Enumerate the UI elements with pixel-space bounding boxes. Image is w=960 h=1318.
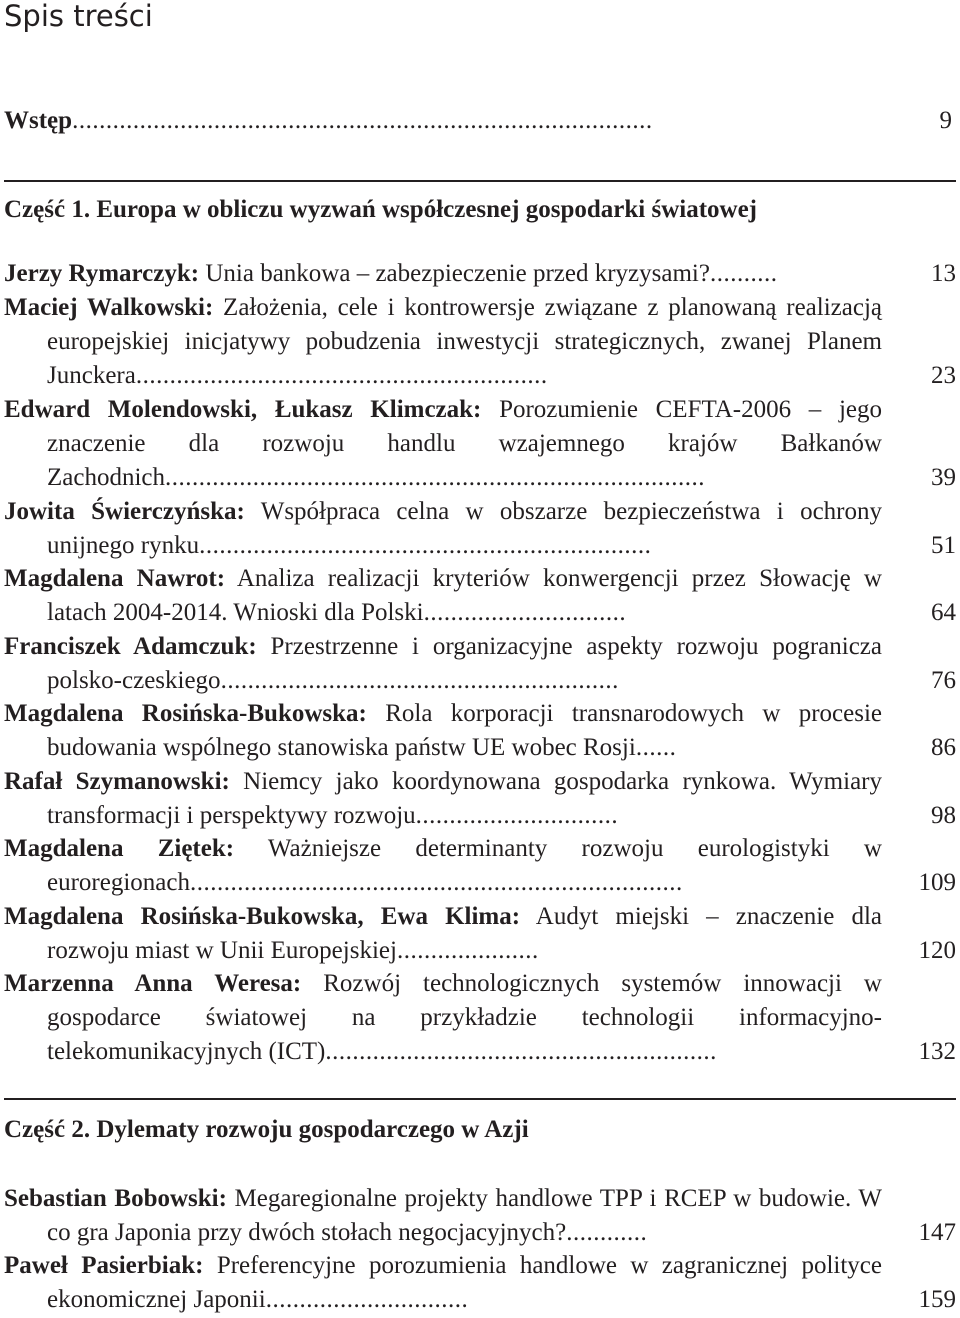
entry-title: Założenia, cele i kontrowersje związane z planowaną realizacją europejskiej inicjatywy pobudzenia inwestycji strategicznych, zwanej Planem Junckera: [47, 294, 882, 389]
leader-dots: ..............................: [415, 801, 619, 829]
entry-author: Paweł Pasierbiak:: [4, 1252, 204, 1279]
leader-dots: ..............................: [423, 598, 627, 626]
toc-entry[interactable]: [4, 630, 956, 698]
entry-author: Rafał Szymanowski:: [4, 768, 230, 795]
entry-title: Porozumienie CEFTA-2006 – jego znaczenie dla rozwoju handlu wzajemnego krajów Bałkanów Zachodnich: [47, 396, 882, 491]
toc-entry[interactable]: [4, 832, 956, 900]
part-title: Część 1. Europa w obliczu wyzwań współczesnej gospodarki światowej: [4, 196, 757, 223]
entry-author: Jerzy Rymarczyk:: [4, 260, 200, 287]
toc-entry[interactable]: [4, 1249, 956, 1317]
toc-entry[interactable]: [4, 900, 956, 968]
entry-author: Sebastian Bobowski:: [4, 1185, 227, 1212]
entry-title: Niemcy jako koordynowana gospodarka rynkowa. Wymiary transformacji i perspektywy rozwoju: [47, 768, 882, 829]
page-number: 13: [931, 260, 956, 287]
entry-title: Preferencyjne porozumienia handlowe w zagranicznej polityce ekonomicznej Japonii: [47, 1252, 882, 1313]
toc-entry[interactable]: [4, 967, 956, 1068]
page-number: 39: [931, 463, 956, 491]
entry-title: Audyt miejski – znaczenie dla rozwoju miast w Unii Europejskiej: [47, 903, 882, 964]
toc-entry[interactable]: [4, 562, 956, 630]
toc-entry[interactable]: [4, 393, 956, 494]
leader-dots: ................................................................................: [165, 463, 706, 491]
entry-title: Analiza realizacji kryteriów konwergencji przez Słowację w latach 2004-2014. Wnioski dla Polski: [47, 565, 882, 626]
entry-title: Współpraca celna w obszarze bezpieczeństwa i ochrony unijnego rynku: [47, 498, 882, 559]
leader-dots: ......................................................................................: [72, 107, 653, 134]
entry-author: Magdalena Ziętek:: [4, 835, 235, 862]
page-number: 86: [931, 733, 956, 761]
leader-dots: ..........: [709, 260, 778, 287]
toc-entry[interactable]: [4, 1182, 956, 1250]
entry-title: Przestrzenne i organizacyjne aspekty rozwoju pogranicza polsko-czeskiego: [47, 633, 882, 694]
leader-dots: .............................................................: [135, 361, 548, 389]
entry-title: Megaregionalne projekty handlowe TPP i RCEP w budowie. W co gra Japonia przy dwóch stołach negocjacyjnych?: [47, 1185, 882, 1246]
leader-dots: .....................: [396, 936, 539, 964]
toc-entry[interactable]: [4, 765, 956, 833]
leader-dots: ......: [635, 733, 677, 761]
entry-author: Jowita Świerczyńska:: [4, 498, 245, 525]
toc-entry[interactable]: [4, 257, 956, 291]
entry-author: Magdalena Rosińska-Bukowska, Ewa Klima:: [4, 903, 521, 930]
page-number: 23: [931, 361, 956, 389]
page-title: Spis treści: [4, 0, 153, 33]
page-number: 9: [939, 107, 952, 134]
page-number: 109: [918, 868, 956, 896]
entry-author: Magdalena Rosińska-Bukowska:: [4, 700, 367, 727]
part-divider: [4, 1098, 956, 1100]
page-number: 120: [918, 936, 956, 964]
page-number: 64: [931, 598, 956, 626]
toc-entry[interactable]: [4, 291, 956, 392]
part-title: Część 2. Dylematy rozwoju gospodarczego w Azji: [4, 1116, 529, 1143]
entry-author: Edward Molendowski, Łukasz Klimczak:: [4, 396, 482, 423]
page-number: 98: [931, 801, 956, 829]
page-number: 159: [918, 1285, 956, 1313]
toc-entry[interactable]: [4, 495, 956, 563]
leader-dots: ............: [566, 1218, 648, 1246]
entry-title: Rola korporacji transnarodowych w procesie budowania wspólnego stanowiska państw UE wobec Rosji: [47, 700, 883, 761]
toc-entry-intro[interactable]: [4, 104, 956, 138]
entry-title: Ważniejsze determinanty rozwoju eurologistyki w euroregionach: [47, 835, 882, 896]
leader-dots: .........................................................................: [189, 868, 683, 896]
entry-author: Maciej Walkowski:: [4, 294, 214, 321]
entry-title: Unia bankowa – zabezpieczenie przed kryzysami?: [199, 260, 710, 287]
leader-dots: ...........................................................: [220, 666, 619, 694]
leader-dots: ..........................................................: [325, 1037, 717, 1065]
leader-dots: ...................................................................: [199, 531, 652, 559]
page-number: 132: [918, 1037, 956, 1065]
toc-entry[interactable]: [4, 697, 956, 765]
page-number: 51: [931, 531, 956, 559]
entry-title: Rozwój technologicznych systemów innowacji w gospodarce światowej na przykładzie technologii informacyjno-telekomunikacyjnych (ICT): [47, 970, 882, 1065]
entry-author: Marzenna Anna Weresa:: [4, 970, 302, 997]
page-number: 76: [931, 666, 956, 694]
intro-label: Wstęp: [4, 107, 73, 134]
page-number: 147: [918, 1218, 956, 1246]
entry-author: Franciszek Adamczuk:: [4, 633, 257, 660]
entry-author: Magdalena Nawrot:: [4, 565, 226, 592]
part-divider: [4, 180, 956, 182]
leader-dots: ..............................: [265, 1285, 469, 1313]
